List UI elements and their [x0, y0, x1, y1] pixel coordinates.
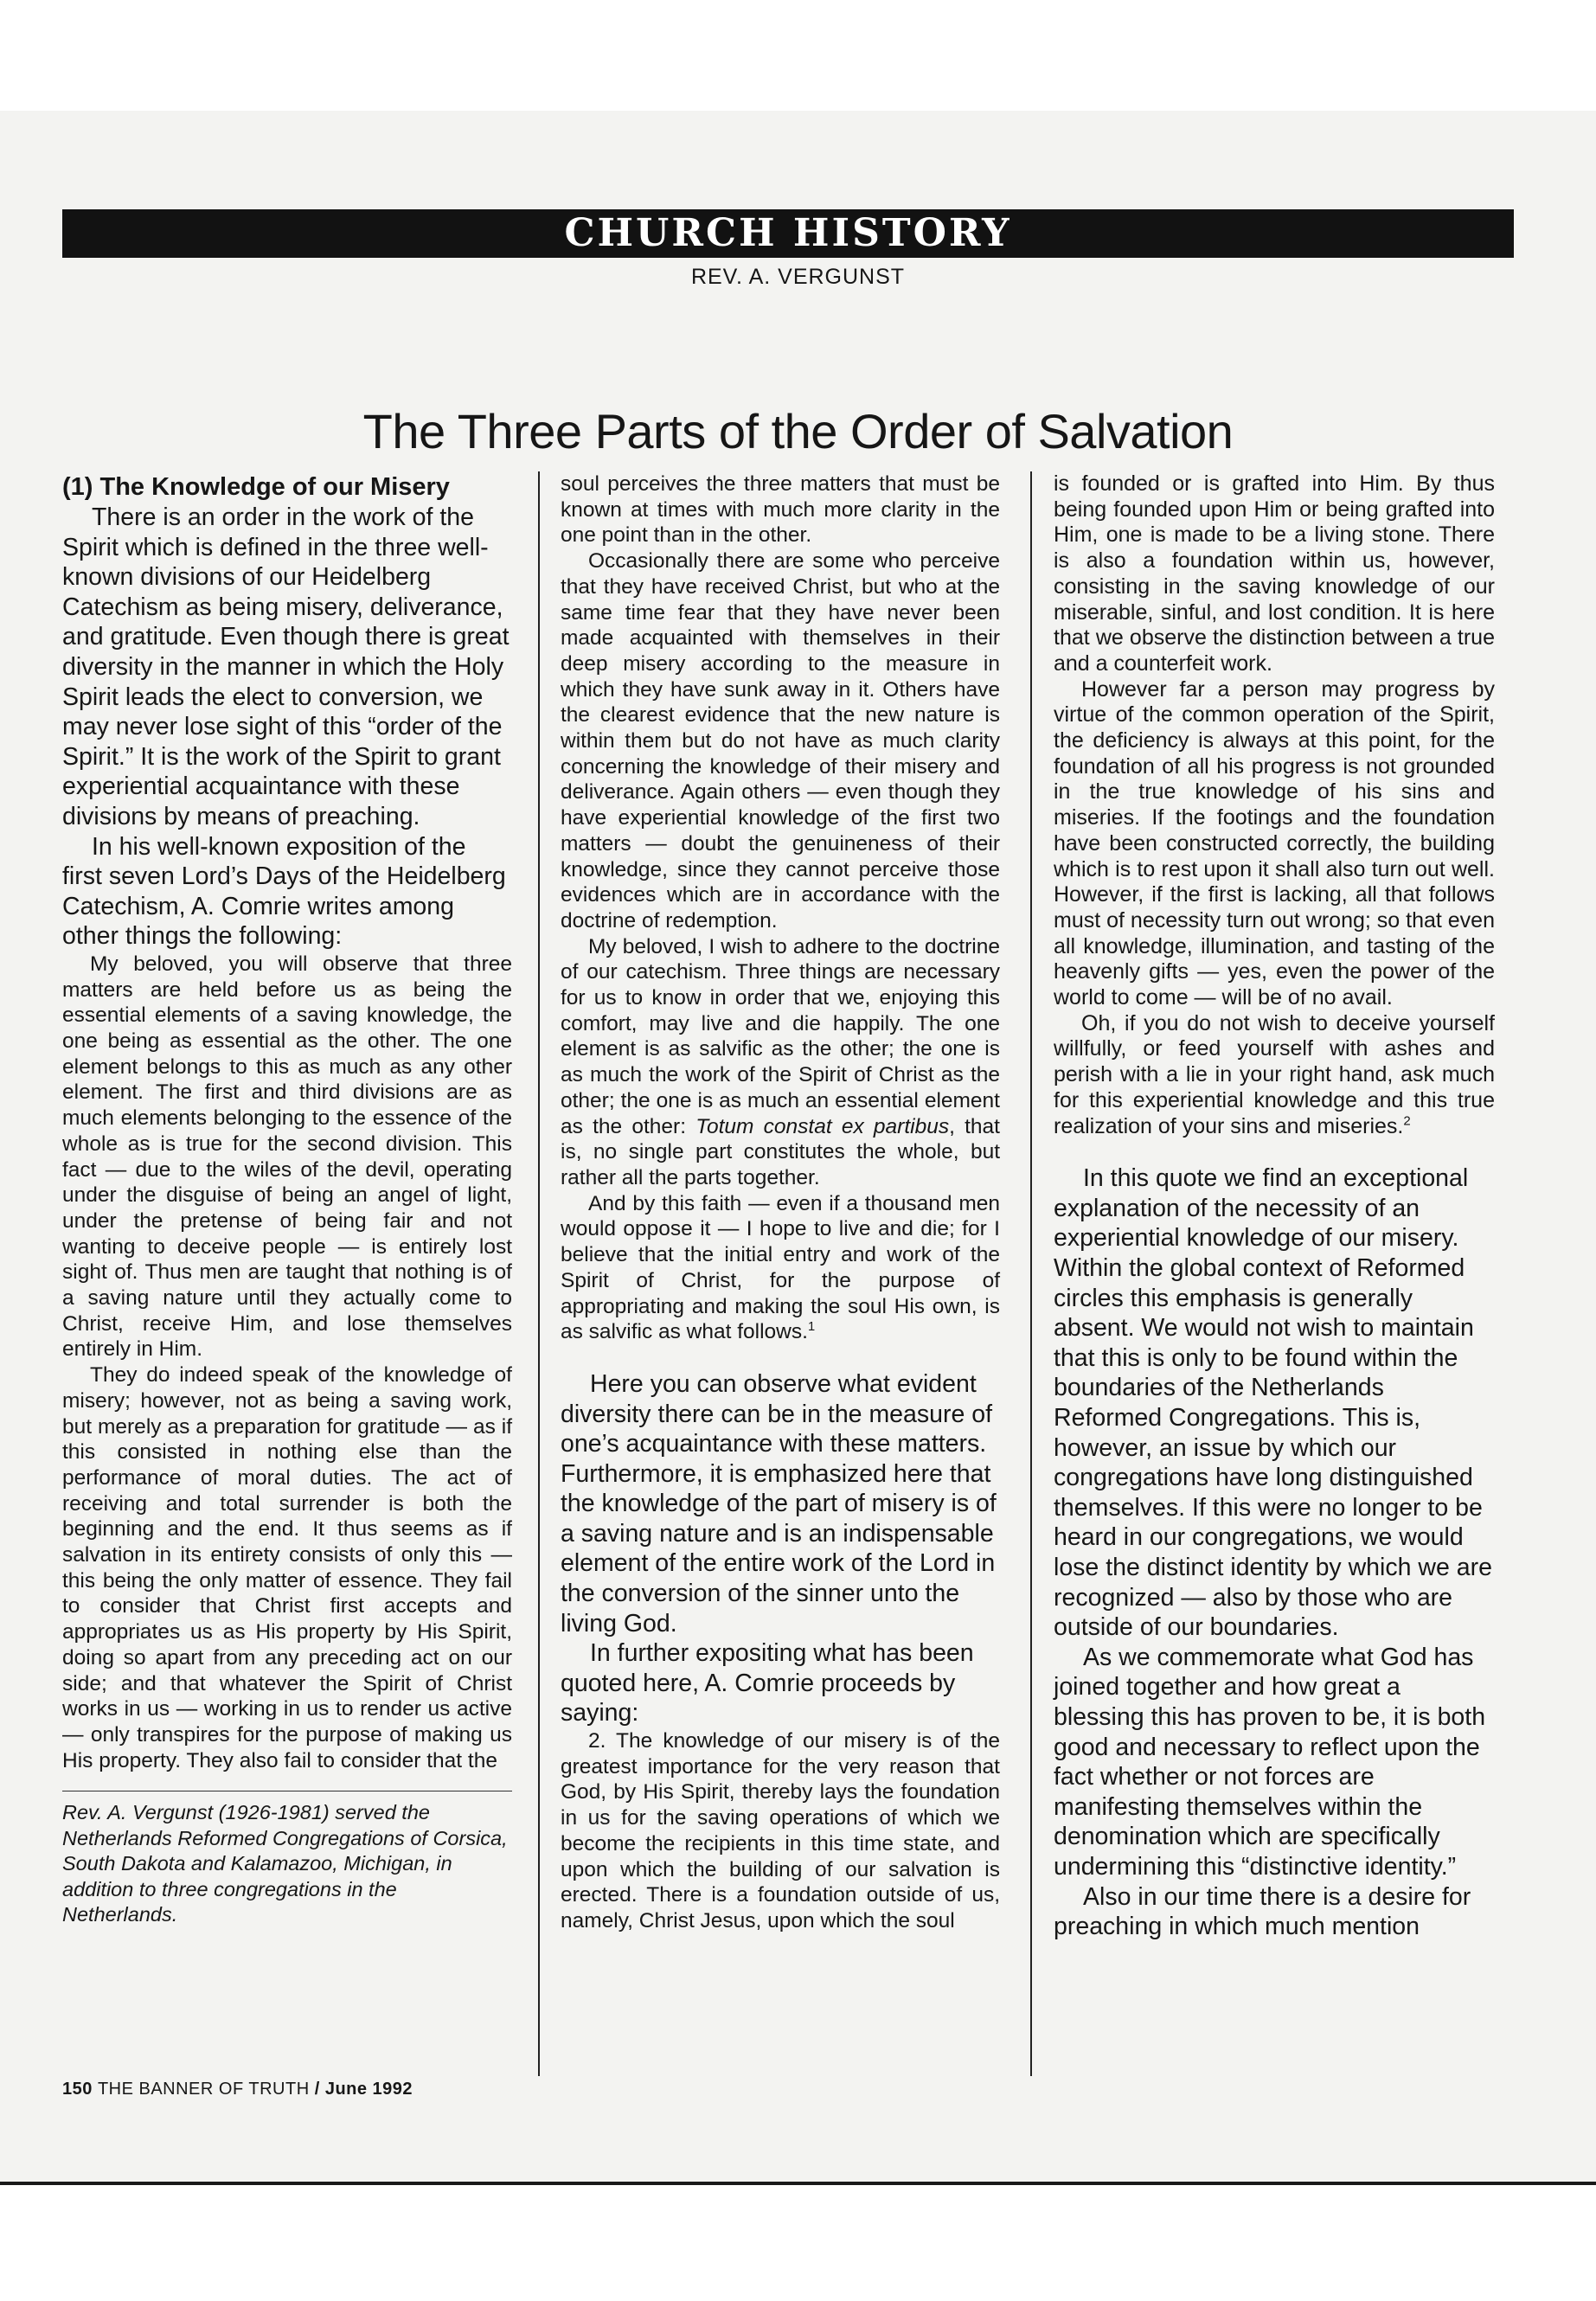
- top-margin: [0, 0, 1596, 111]
- quote-paragraph: soul perceives the three matters that must be known at times with much more clarity in the one point than in the other.: [561, 472, 1000, 548]
- paragraph: In further expositing what has been quoted here, A. Comrie proceeds by saying:: [561, 1639, 974, 1727]
- paragraph: As we commemorate what God has joined together and how great a blessing this has proven to be, it is both good and necessary to reflect upon the fact whether or not forces are manifesting themselves within the denomination which are specifically undermining this “distinctive identity.”: [1054, 1643, 1486, 1881]
- section-banner: [62, 209, 1514, 258]
- column-3: [1054, 471, 1495, 1942]
- page-number: 150: [62, 2080, 93, 2099]
- quote-text: My beloved, I wish to adhere to the doctrine of our catechism. Three things are necessary for us to know in order that we, enjoying this comfort, may live and die happily. The one element is as salvific as the other; the one is as much the work of the Spirit of Christ as the other; the one is as much an essential element as the other:: [561, 934, 1000, 1138]
- latin-phrase: Totum constat ex partibus: [695, 1114, 950, 1138]
- section-heading: (1) The Knowledge of our Misery: [62, 473, 450, 501]
- author-bio: Rev. A. Vergunst (1926-1981) served the Netherlands Reformed Congregations of Corsica, South Dakota and Kalamazoo, Michigan, in addition to three congregations in the Netherlands.: [62, 1801, 508, 1926]
- paragraph: Here you can observe what evident diversity there can be in the measure of one’s acquaintance with these matters. Furthermore, it is emphasized here that the knowledge of the part of misery is of a saving nature and is an indispensable element of the entire work of the Lord in the conversion of the sinner unto the living God.: [561, 1369, 997, 1638]
- column-divider: [538, 471, 540, 2076]
- quote-text: , that is, no single part constitutes the whole, but rather all the parts together.: [561, 1114, 1000, 1189]
- publication-name: THE BANNER OF TRUTH: [97, 2080, 310, 2099]
- paragraph: In this quote we find an exceptional explanation of the necessity of an experiential knowledge of our misery. Within the global context of Reformed circles this emphasis is generally absent. We would not wish to maintain that this is only to be found within the boundaries of the Netherlands Reformed Congregations. This is, however, an issue by which our congregations have long distinguished themselves. If this were no longer to be heard in our congregations, we would lose the distinct identity by which we are recognized — also by those who are outside of our boundaries.: [1054, 1164, 1492, 1642]
- author-byline: REV. A. VERGUNST: [690, 265, 906, 289]
- paragraph: There is an order in the work of the Spirit which is defined in the three well-known divisions of our Heidelberg Catechism as being misery, deliverance, and gratitude. Even though there is great diversity in the manner in which the Holy Spirit leads the elect to conversion, we may never lose sight of this “order of the Spirit.” It is the work of the Spirit to grant experiential acquaintance with these divisions by means of preaching.: [62, 503, 510, 830]
- spacer: [1054, 1139, 1495, 1163]
- article-title: The Three Parts of the Order of Salvation: [362, 404, 1234, 458]
- quote-paragraph: [561, 1191, 1000, 1345]
- column-1: [62, 471, 512, 1928]
- section-title: CHURCH HISTORY: [564, 211, 1012, 255]
- paragraph: Also in our time there is a desire for preaching in which much mention: [1054, 1882, 1471, 1941]
- quote-paragraph: is founded or is grafted into Him. By thus being founded upon Him or being grafted into Him, one is made to be a living stone. There is also a foundation within us, however, consisting in the saving knowledge of our miserable, sinful, and lost condition. It is here that we observe the distinction between a true and a counterfeit work.: [1054, 471, 1495, 676]
- quote-paragraph: 2. The knowledge of our misery is of the greatest importance for the very reason that God, by His Spirit, thereby lays the foundation in us for the saving operations of which we become the recipients in this time state, and upon which the building of our salvation is erected. There is a foundation outside of us, namely, Christ Jesus, upon which the soul: [561, 1729, 1000, 1932]
- quote-paragraph: My beloved, you will observe that three matters are held before us as being the essential elements of a saving knowledge, the one being as essential as the other. The one element belongs to this as much as any other element. The first and third divisions are as much elements belonging to the essence of the whole as is true for the second division. This fact — due to the wiles of the devil, operating under the disguise of being an angel of light, under the pretense of being fair and not wanting to deceive people — is entirely lost sight of. Thus men are taught that nothing is of a saving nature until they actually come to Christ, receive Him, and lose themselves entirely in Him.: [62, 952, 512, 1362]
- column-divider: [1030, 471, 1032, 2076]
- bottom-margin: [0, 2185, 1596, 2301]
- quote-paragraph: Occasionally there are some who perceive that they have received Christ, but who at the same time fear that they have never been made acquainted with themselves in their deep misery according to the measure in which they have sunk away in it. Others have the clearest evidence that the new nature is within them but do not have as much clarity concerning the knowledge of their misery and deliverance. Again others — even though they have experiential knowledge of the first two matters — doubt the genuineness of their knowledge, since they cannot perceive those evidences which are in accordance with the doctrine of redemption.: [561, 549, 1000, 933]
- quote-text: Oh, if you do not wish to deceive yourself willfully, or feed yourself with ashes and perish with a lie in your right hand, ask much for this experiential knowledge and this true realization of your sins and miseries.: [1054, 1010, 1495, 1138]
- quote-paragraph: [1054, 1011, 1495, 1140]
- quote-paragraph: They do indeed speak of the knowledge of misery; however, not as being a saving work, but merely as a preparation for gratitude — as if this consisted in nothing else than the performance of moral duties. The act of receiving and total surrender is both the beginning and the end. It thus seems as if salvation in its entirety consists of only this — this being the only matter of essence. They fail to consider that Christ first accepts and appropriates us as His property by His Spirit, doing so apart from any preceding act on our side; and that whatever the Spirit of Christ works in us — working in us to render us active — only transpires for the purpose of making us His property. They also fail to consider that the: [62, 1363, 512, 1772]
- quote-paragraph: However far a person may progress by virtue of the common operation of the Spirit, the deficiency is always at this point, for the foundation of all his progress is not grounded in the true knowledge of his sins and miseries. If the footings and the foundation have been constructed correctly, the building which is to rest upon it shall also turn out well. However, if the first is lacking, all that follows must of necessity turn out wrong; so that even all knowledge, illumination, and tasting of the heavenly gifts — yes, even the power of the world to come — will be of no avail.: [1054, 676, 1495, 1010]
- column-2: [561, 471, 1000, 1934]
- issue-date: / June 1992: [314, 2080, 413, 2099]
- footnote-marker: 1: [807, 1320, 816, 1335]
- quote-paragraph: [561, 934, 1000, 1191]
- footnote-marker: 2: [1403, 1113, 1411, 1129]
- paragraph: In his well-known exposition of the first seven Lord’s Days of the Heidelberg Catechism, A. Comrie writes among other things the following:: [62, 832, 506, 951]
- page-footer: [62, 2080, 413, 2099]
- spacer: [561, 1345, 1000, 1369]
- quote-text: And by this faith — even if a thousand men would oppose it — I hope to live and die; for I believe that the initial entry and work of the Spirit of Christ, for the purpose of appropriating and making the soul His own, is as salvific as what follows.: [561, 1191, 1000, 1344]
